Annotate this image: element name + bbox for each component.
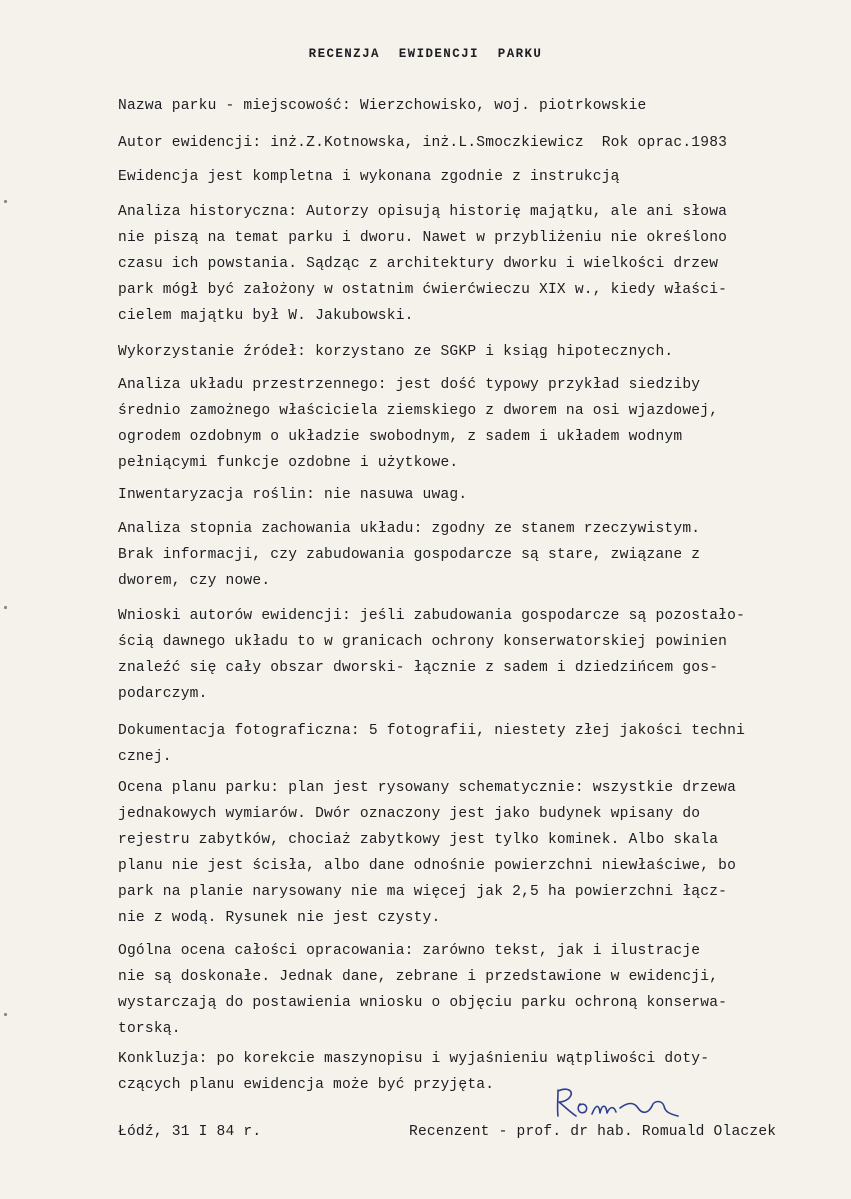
text-line: cznej. [118,749,172,765]
text-line: Konkluzja: po korekcie maszynopisu i wyjaśnieniu wątpliwości doty- [118,1051,710,1067]
text-line: Wnioski autorów ewidencji: jeśli zabudowania gospodarcze są pozostało- [118,608,746,624]
text-line: Autor ewidencji: inż.Z.Kotnowska, inż.L.Smoczkiewicz Rok oprac.1983 [118,135,728,151]
text-line: ogrodem ozdobnym o układzie swobodnym, z sadem i układem wodnym [118,429,683,445]
text-line: park mógł być założony w ostatnim ćwierćwieczu XIX w., kiedy właści- [118,282,728,298]
text-line: nie są doskonałe. Jednak dane, zebrane i przedstawione w ewidencji, [118,969,719,985]
paragraph [118,718,838,770]
text-line: nie z wodą. Rysunek nie jest czysty. [118,910,441,926]
edge-mark [4,1013,7,1016]
paragraph [118,164,838,190]
reviewer-line: Recenzent - prof. dr hab. Romuald Olaczek [409,1124,777,1140]
paragraph [118,339,838,365]
paragraph [118,93,838,119]
text-line: nie piszą na temat parku i dworu. Nawet w przybliżeniu nie określono [118,230,728,246]
text-line: dworem, czy nowe. [118,573,271,589]
text-line: rejestru zabytków, chociaż zabytkowy jest tylko kominek. Albo skala [118,832,719,848]
paragraph [118,775,838,931]
edge-mark [4,606,7,609]
text-line: Brak informacji, czy zabudowania gospodarcze są stare, związane z [118,547,701,563]
place-date: Łódź, 31 I 84 r. [118,1124,262,1140]
text-line: cielem majątku był W. Jakubowski. [118,308,414,324]
text-line: Analiza stopnia zachowania układu: zgodny ze stanem rzeczywistym. [118,521,701,537]
document-title: RECENZJA EWIDENCJI PARKU [308,47,543,61]
text-line: czących planu ewidencja może być przyjęta. [118,1077,495,1093]
text-line: Dokumentacja fotograficzna: 5 fotografii, niestety złej jakości techni [118,723,746,739]
text-line: podarczym. [118,686,208,702]
text-line: czasu ich powstania. Sądząc z architektury dworku i wielkości drzew [118,256,719,272]
text-line: torską. [118,1021,181,1037]
text-line: Ocena planu parku: plan jest rysowany schematycznie: wszystkie drzewa [118,780,737,796]
text-line: Ogólna ocena całości opracowania: zarówno tekst, jak i ilustracje [118,943,701,959]
paragraph [118,938,838,1042]
text-line: planu nie jest ścisła, albo dane odnośnie powierzchni niewłaściwe, bo [118,858,737,874]
text-line: ścią dawnego układu to w granicach ochrony konserwatorskiej powinien [118,634,728,650]
paragraph [118,372,838,476]
paragraph [118,199,838,329]
text-line: Inwentaryzacja roślin: nie nasuwa uwag. [118,487,468,503]
paragraph [118,130,838,156]
text-line: znaleźć się cały obszar dworski- łącznie z sadem i dziedzińcem gos- [118,660,719,676]
text-line: Analiza historyczna: Autorzy opisują historię majątku, ale ani słowa [118,204,728,220]
text-line: Ewidencja jest kompletna i wykonana zgodnie z instrukcją [118,169,620,185]
text-line: wystarczają do postawienia wniosku o objęciu parku ochroną konserwa- [118,995,728,1011]
text-line: pełniącymi funkcje ozdobne i użytkowe. [118,455,459,471]
text-line: średnio zamożnego właściciela ziemskiego z dworem na osi wjazdowej, [118,403,719,419]
text-line: park na planie narysowany nie ma więcej jak 2,5 ha powierzchni łącz- [118,884,728,900]
handwritten-signature [552,1086,687,1126]
text-line: Wykorzystanie źródeł: korzystano ze SGKP i ksiąg hipotecznych. [118,344,674,360]
paragraph [118,1046,838,1098]
paragraph [118,482,838,508]
paragraph [118,603,838,707]
text-line: jednakowych wymiarów. Dwór oznaczony jest jako budynek wpisany do [118,806,701,822]
paragraph [118,516,838,594]
text-line: Analiza układu przestrzennego: jest dość typowy przykład siedziby [118,377,701,393]
text-line: Nazwa parku - miejscowość: Wierzchowisko, woj. piotrkowskie [118,98,647,114]
edge-mark [4,200,7,203]
